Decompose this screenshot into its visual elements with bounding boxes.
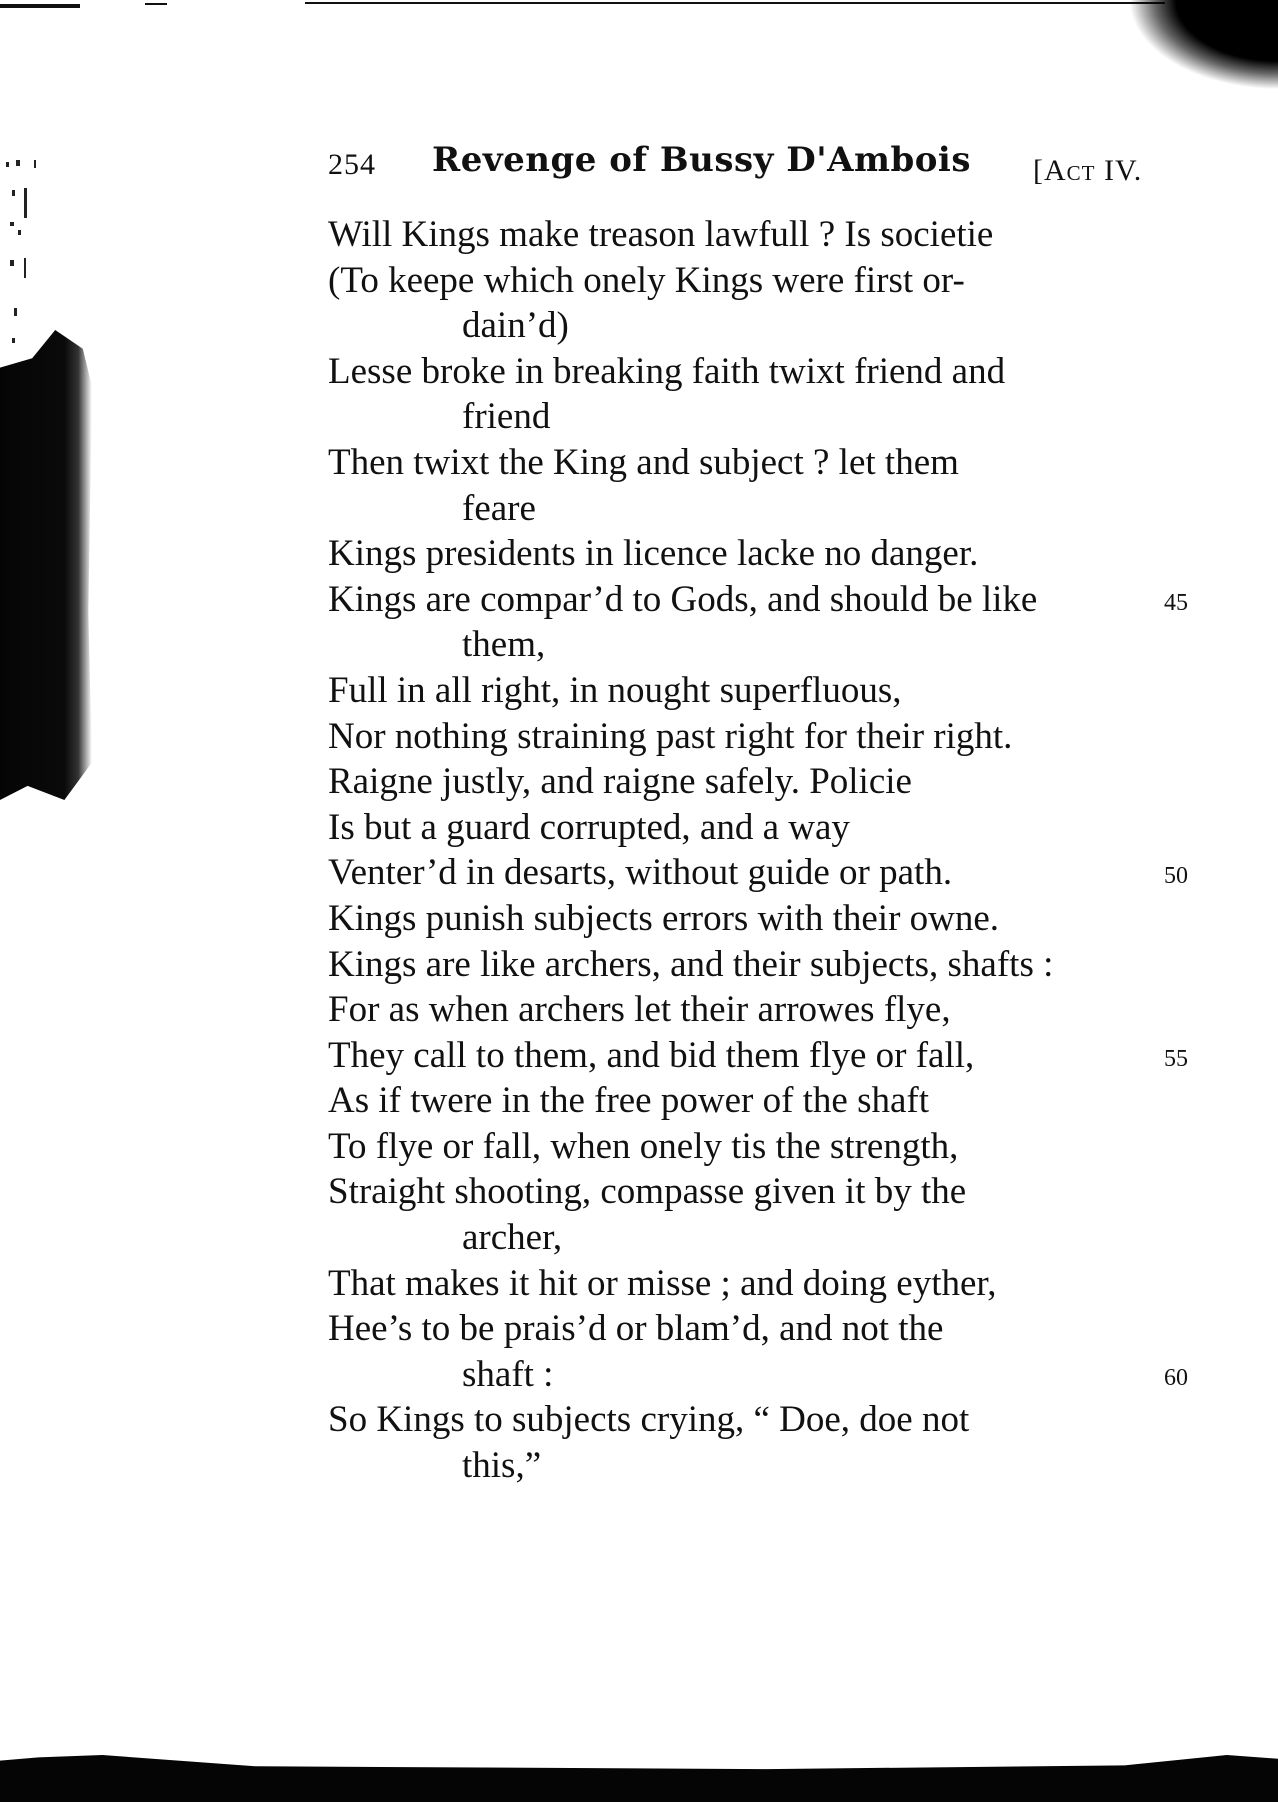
verse-line-text: Will Kings make treason lawfull ? Is societie [328, 214, 994, 255]
running-title: Revenge of Bussy D'Ambois [432, 140, 971, 180]
verse-line [328, 577, 1188, 623]
line-number: 45 [1164, 589, 1188, 616]
verse-continuation-line [328, 303, 1148, 349]
line-number: 60 [1164, 1364, 1188, 1391]
verse-line [328, 1306, 1148, 1352]
verse-continuation-line [328, 394, 1148, 440]
verse-line [328, 531, 1148, 577]
scan-top-rule [0, 0, 1278, 8]
verse-line-text: That makes it hit or misse ; and doing eyther, [328, 1262, 997, 1304]
line-number: 50 [1164, 863, 1188, 890]
verse-line [328, 1397, 1148, 1443]
verse-line-text: Nor nothing straining past right for their right. [328, 715, 1013, 757]
verse-line-text: (To keepe which onely Kings were first or- [328, 259, 965, 301]
scan-left-dash [145, 3, 167, 5]
verse-line-text: Kings are like archers, and their subjects, shafts : [328, 943, 1054, 985]
verse-line [328, 759, 1148, 805]
verse-line [328, 1124, 1148, 1170]
verse-line [328, 1078, 1148, 1124]
verse-line [328, 668, 1148, 714]
page-number: 254 [328, 148, 376, 181]
verse-line [328, 942, 1148, 988]
verse-line-text: archer, [462, 1217, 563, 1259]
verse-line [328, 805, 1148, 851]
verse-line [328, 349, 1148, 395]
verse-line-text: this,” [462, 1445, 542, 1487]
verse-line-text: shaft : [462, 1353, 554, 1395]
verse-line-text: them, [462, 624, 546, 666]
verse-continuation-line [328, 486, 1148, 532]
verse-line [328, 212, 1148, 258]
verse-line [328, 440, 1148, 486]
verse-line-text: Hee’s to be prais’d or blam’d, and not the [328, 1308, 944, 1350]
verse-line-text: Kings punish subjects errors with their owne. [328, 897, 1000, 939]
verse-line-text: dain’d) [462, 305, 569, 347]
verse-line [328, 714, 1148, 760]
verse-line-text: Full in all right, in nought superfluous, [328, 669, 902, 711]
verse-line-text: So Kings to subjects crying, “ Doe, doe not [328, 1399, 970, 1441]
verse-line-text: To flye or fall, when onely tis the strength, [328, 1125, 959, 1167]
binding-ticks [4, 160, 44, 360]
verse-line-text: For as when archers let their arrowes flye, [328, 989, 951, 1031]
verse-continuation-line [328, 1215, 1148, 1261]
verse-line [328, 1261, 1148, 1307]
verse-line-text: As if twere in the free power of the shaft [328, 1080, 930, 1122]
line-number: 55 [1164, 1045, 1188, 1072]
verse-line-text: feare [462, 487, 536, 529]
scan-thin-line [305, 2, 1165, 4]
verse-line-text: friend [462, 396, 551, 438]
verse-line-text: Venter’d in desarts, without guide or path. [328, 852, 953, 894]
page-corner-shadow [1128, 0, 1278, 90]
page-header [328, 140, 1158, 200]
verse-line [328, 896, 1148, 942]
scan-left-stub [0, 4, 80, 8]
verse-line [328, 258, 1148, 304]
verse-continuation-line [328, 1443, 1148, 1489]
verse-line-text: Kings are compar’d to Gods, and should be like [328, 578, 1038, 620]
verse-continuation-line [328, 1352, 1188, 1398]
verse-line [328, 987, 1148, 1033]
verse-line-text: Straight shooting, compasse given it by the [328, 1171, 967, 1213]
bottom-scan-edge [0, 1755, 1278, 1802]
act-marker: [Act IV. [1033, 154, 1143, 187]
verse-line-text: Is but a guard corrupted, and a way [328, 806, 850, 848]
verse-line [328, 1033, 1188, 1079]
verse-line-text: Kings presidents in licence lacke no danger. [328, 533, 979, 575]
verse-line-text: They call to them, and bid them flye or fall, [328, 1034, 975, 1076]
verse-line [328, 1169, 1148, 1215]
verse-line-text: Then twixt the King and subject ? let them [328, 441, 959, 483]
verse-line-text: Lesse broke in breaking faith twixt friend and [328, 350, 1006, 392]
verse-line-text: Raigne justly, and raigne safely. Policie [328, 761, 912, 803]
verse-continuation-line [328, 622, 1148, 668]
verse-body [328, 212, 1188, 1489]
verse-line [328, 850, 1188, 896]
binding-shadow [0, 330, 92, 800]
